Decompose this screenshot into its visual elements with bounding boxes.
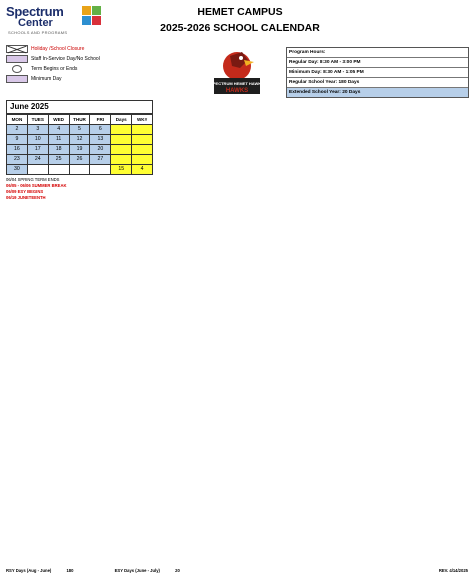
day-cell: 19 [70,145,91,155]
weekday-header: FRI [90,115,111,125]
legend-label: Term Begins or Ends [31,66,78,72]
day-cell: 12 [70,135,91,145]
day-cell: 18 [49,145,70,155]
day-cell: 30 [7,165,28,175]
svg-text:HAWKS: HAWKS [225,88,249,94]
legend-label: Holiday /School Closure [31,46,85,52]
days-count [111,155,132,165]
day-cell [49,165,70,175]
note-line: 06/05 - 06/06 SUMMER BREAK [6,183,67,188]
day-cell: 6 [90,125,111,135]
mascot-text: SPECTRUM HEMET HAWKS [210,81,264,86]
weekday-header: WK# [132,115,153,125]
program-hours-row: Regular School Year: 180 Days [287,78,468,88]
weekday-header: WED [49,115,70,125]
note-line: 06/04 SPRING TERM ENDS [6,177,60,182]
program-hours-row: Program Hours: [287,48,468,58]
program-hours [286,47,469,98]
day-cell: 17 [28,145,49,155]
legend-item [6,64,216,74]
day-cell: 9 [7,135,28,145]
legend-label: Staff In-Service Day/No School [31,56,100,62]
legend-item [6,44,216,54]
logo [6,4,124,40]
mascot-logo [208,46,266,98]
day-cell [28,165,49,175]
weekday-header: TUES [28,115,49,125]
legend-swatch [6,75,28,83]
page-title: HEMET CAMPUS [197,6,283,18]
month-calendar [6,100,153,201]
day-cell: 27 [90,155,111,165]
days-count [111,145,132,155]
legend-item [6,54,216,64]
legend-swatch [6,45,28,53]
logo-square-icon [92,16,101,25]
day-cell: 20 [90,145,111,155]
day-cell: 23 [7,155,28,165]
footer-rsy-value: 180 [66,568,74,573]
day-cell: 16 [7,145,28,155]
program-hours-row: Extended School Year: 20 Days [287,88,468,97]
legend [6,44,216,84]
day-cell [90,165,111,175]
month-grid [6,114,153,175]
days-count: 15 [111,165,132,175]
legend-swatch [12,65,22,73]
day-cell: 3 [28,125,49,135]
day-cell: 13 [90,135,111,145]
week-number [132,125,153,135]
legend-item [6,74,216,84]
program-hours-row: Minimum Day: 8:30 AM - 1:05 PM [287,68,468,78]
logo-square-icon [82,16,91,25]
legend-label: Minimum Day [31,76,62,82]
legend-swatch [6,55,28,63]
logo-square-icon [92,6,101,15]
note-line: 06/09 ESY BEGINS [6,189,44,194]
day-cell: 26 [70,155,91,165]
day-cell: 2 [7,125,28,135]
page-subtitle: 2025-2026 SCHOOL CALENDAR [160,22,320,34]
day-cell: 4 [49,125,70,135]
weekday-header: THUR [70,115,91,125]
footer-esy-label: ESY Days (June - July) [114,568,160,573]
program-hours-row: Regular Day: 8:30 AM - 3:00 PM [287,58,468,68]
footer [6,568,468,573]
week-number: 4 [132,165,153,175]
footer-esy-value: 20 [175,568,180,573]
days-count [111,125,132,135]
weekday-header: MON [7,115,28,125]
day-cell: 25 [49,155,70,165]
day-cell: 11 [49,135,70,145]
month-notes [6,177,153,201]
note-line: 06/19 JUNETEENTH [6,195,46,200]
day-cell [70,165,91,175]
day-cell: 24 [28,155,49,165]
logo-square-icon [82,6,91,15]
day-cell: 10 [28,135,49,145]
week-number [132,135,153,145]
footer-rsy-label: RSY Days (Aug - June) [6,568,52,573]
month-title: June 2025 [6,100,153,114]
week-number [132,155,153,165]
week-number [132,145,153,155]
logo-line1: Spectrum [6,4,64,19]
footer-revision: REV. 4/14/2025 [438,568,468,573]
day-cell: 5 [70,125,91,135]
logo-tagline: SCHOOLS AND PROGRAMS [8,30,68,35]
weekday-header: Days [111,115,132,125]
days-count [111,135,132,145]
logo-line2: Center [18,17,53,29]
